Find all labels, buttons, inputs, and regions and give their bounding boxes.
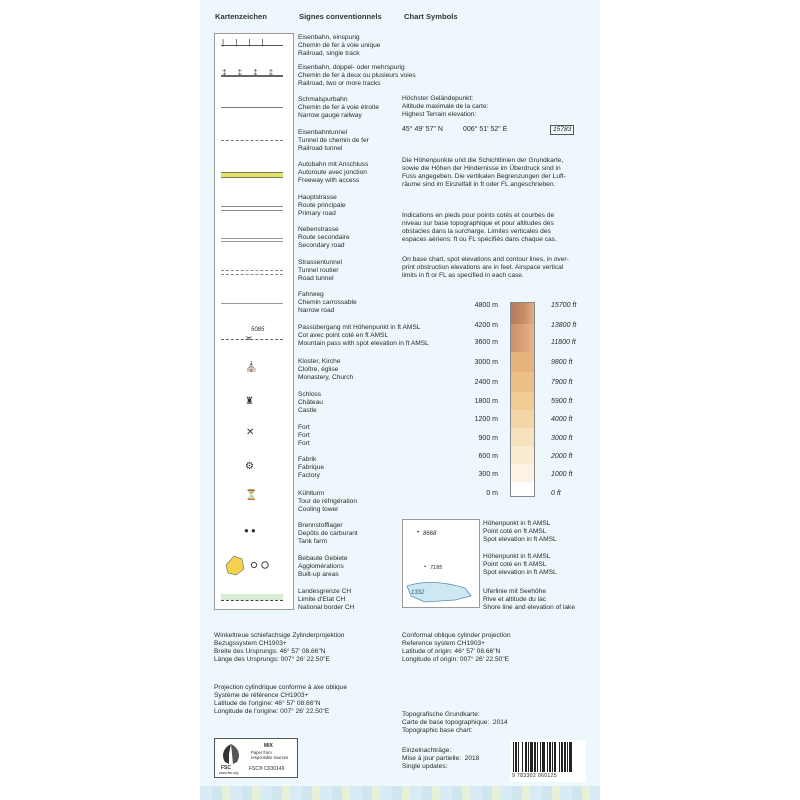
symbol-label-10-1: Cloître, église: [298, 366, 339, 373]
lake-value: 1332: [411, 590, 425, 596]
symbol-label-16-1: Agglomérations: [298, 563, 344, 570]
symbol-label-14-2: Cooling tower: [298, 506, 339, 513]
elev-feet-4: 7900 ft: [551, 379, 573, 386]
narrow-gauge-symbol: [221, 107, 283, 108]
projection-fr-2: Latitude de l'origine: 46° 57' 08.66"N: [214, 700, 321, 707]
projection-en-3: Longitude of origin: 007° 26' 22.50"E: [402, 656, 510, 663]
updates-2: Single updates:: [402, 763, 448, 770]
tank-farm-icon: ● ●: [244, 526, 256, 535]
symbol-label-17-0: Landesgrenze CH: [298, 588, 352, 595]
symbol-label-15-1: Depôts de carburant: [298, 530, 358, 537]
note-en-1: print obstruction elevations are in feet. Airspace vertical: [402, 264, 564, 271]
symbol-label-4-0: Autobahn mit Anschluss: [298, 161, 369, 168]
symbol-label-1-2: Railroad, two or more tracks: [298, 80, 381, 87]
note-fr-1: niveau sur base topographique et pour altitudes des: [402, 220, 554, 227]
symbol-label-1-1: Chemin de fer à deux ou plusieurs voies: [298, 72, 416, 79]
elev-feet-0: 15700 ft: [551, 302, 577, 309]
note-de-3: räume sind im Einzelfall in ft oder FL angeschrieben.: [402, 181, 556, 188]
topo-0: Topografische Grundkarte:: [402, 711, 480, 718]
elev-meters-9: 300 m: [478, 471, 498, 478]
spot-elev-value: 8668: [423, 531, 437, 537]
symbol-label-13-1: Fabrique: [298, 464, 325, 471]
symbol-label-14-1: Tour de réfrigération: [298, 498, 358, 505]
symbol-column: [214, 33, 294, 610]
fsc-brand: FSC: [221, 765, 231, 771]
note-fr-0: Indications en pieds pour points cotés et courbes de: [402, 212, 555, 219]
elevation-color-ramp: [510, 302, 535, 497]
barcode-bars: [510, 740, 586, 774]
symbol-label-8-0: Fahrweg: [298, 291, 324, 298]
elev-meters-7: 900 m: [478, 435, 498, 442]
note-fr-3: espaces aériens: ft ou FL spécifiés dans chaque cas.: [402, 236, 557, 243]
spot-elev-label-0: Höhenpunkt in ft AMSL: [483, 520, 551, 527]
primary-road-symbol: [221, 206, 283, 211]
spot-elev-label-2: Spot elevation in ft AMSL: [483, 536, 557, 543]
symbol-label-3-2: Railroad tunnel: [298, 145, 343, 152]
lake-label-2: Shore line and elevation of lake: [483, 604, 576, 611]
projection-en-0: Conformal oblique cylinder projection: [402, 632, 511, 639]
elev-meters-1: 4200 m: [474, 322, 498, 329]
highest-terrain-lat: 45° 49' 57" N: [402, 126, 443, 133]
symbol-label-4-1: Autoroute avec jonction: [298, 169, 367, 176]
symbol-label-8-2: Narrow road: [298, 307, 335, 314]
symbol-label-9-1: Col avec point coté en ft AMSL: [298, 332, 389, 339]
road-tunnel-symbol: [221, 270, 283, 275]
elev-feet-7: 3000 ft: [551, 435, 573, 442]
symbol-label-15-2: Tank farm: [298, 538, 327, 545]
spot-elev2-dot: •: [424, 564, 426, 570]
elev-feet-3: 9800 ft: [551, 359, 573, 366]
fsc-tree-icon: [219, 742, 243, 766]
symbol-label-1-0: Eisenbahn, doppel- oder mehrspurig: [298, 64, 405, 71]
symbol-label-6-2: Secondary road: [298, 242, 345, 249]
factory-icon: ⚙: [245, 461, 254, 472]
elev-meters-10: 0 m: [486, 490, 498, 497]
elev-feet-6: 4000 ft: [551, 416, 573, 423]
symbol-label-17-1: Limite d'Etat CH: [298, 596, 346, 603]
symbol-label-17-2: National border CH: [298, 604, 355, 611]
symbol-label-15-0: Brennstofflager: [298, 522, 343, 529]
symbol-label-5-1: Route principale: [298, 202, 346, 209]
symbol-label-14-0: Kühlturm: [298, 490, 325, 497]
note-de-1: sowie die Höhen der Hindernisse im Überdruck sind in: [402, 165, 561, 172]
symbol-label-2-0: Schmalspurbahn: [298, 96, 348, 103]
header-kartenzeichen: Kartenzeichen: [215, 12, 267, 21]
barcode-number: 9 783302 060125: [512, 773, 557, 779]
elev-feet-2: 11800 ft: [551, 339, 576, 346]
symbol-label-12-1: Fort: [298, 432, 310, 439]
elev-meters-6: 1200 m: [474, 416, 498, 423]
projection-de-3: Länge des Ursprungs: 007° 26' 22.50"E: [214, 656, 330, 663]
castle-icon: ♜: [245, 396, 254, 407]
elev-feet-5: 5900 ft: [551, 398, 573, 405]
elev-meters-8: 600 m: [478, 453, 498, 460]
note-fr-2: obstacles dans la surcharge. Limites verticales des: [402, 228, 551, 235]
spot-elev-label-1: Point coté en ft AMSL: [483, 528, 547, 535]
symbol-label-16-2: Built-up areas: [298, 571, 339, 578]
fsc-code: FSC® C030149: [249, 766, 285, 772]
symbol-label-6-1: Route secondaire: [298, 234, 350, 241]
fort-icon: ✕: [246, 427, 255, 438]
highest-terrain-de: Höchster Geländepunkt:: [402, 95, 474, 102]
symbol-label-10-0: Kloster, Kirche: [298, 358, 341, 365]
symbol-label-9-0: Passübergang mit Höhenpunkt in ft AMSL: [298, 324, 421, 331]
narrow-road-symbol: [221, 303, 283, 304]
elev-feet-9: 1000 ft: [551, 471, 573, 478]
symbol-label-0-1: Chemin de fer à voie unique: [298, 42, 381, 49]
symbol-label-7-0: Strassentunnel: [298, 259, 342, 266]
symbol-label-11-0: Schloss: [298, 391, 322, 398]
topo-2: Topographic base chart:: [402, 727, 473, 734]
symbol-label-13-2: Factory: [298, 472, 320, 479]
elev-meters-0: 4800 m: [474, 302, 498, 309]
projection-de-2: Breite des Ursprungs: 46° 57' 08.66"N: [214, 648, 326, 655]
fsc-text1: Paper from: [251, 750, 272, 755]
symbol-label-0-0: Eisenbahn, einspurig: [298, 34, 360, 41]
note-en-0: On base chart, spot elevations and contour lines, in over-: [402, 256, 569, 263]
symbol-label-12-2: Fort: [298, 440, 310, 447]
symbol-label-16-0: Bebaute Gebiete: [298, 555, 348, 562]
updates-0: Einzelnachträge:: [402, 747, 452, 754]
elev-feet-10: 0 ft: [551, 490, 561, 497]
projection-fr-3: Longitude de l'origine: 007° 26' 22.50"E: [214, 708, 330, 715]
symbol-label-5-2: Primary road: [298, 210, 336, 217]
symbol-label-10-2: Monastery, Church: [298, 374, 354, 381]
monastery-church-icon: ⛪: [245, 362, 258, 373]
symbol-label-9-2: Mountain pass with spot elevation in ft AMSL: [298, 340, 429, 347]
elev-feet-1: 13800 ft: [551, 322, 577, 329]
symbol-label-11-1: Château: [298, 399, 323, 406]
header-chart-symbols: Chart Symbols: [404, 12, 458, 21]
fsc-text2: responsible sources: [251, 755, 289, 760]
note-en-2: limits in ft or FL as specified in each case.: [402, 272, 524, 279]
projection-en-1: Reference system CH1903+: [402, 640, 486, 647]
symbol-label-7-2: Road tunnel: [298, 275, 334, 282]
symbol-label-12-0: Fort: [298, 424, 310, 431]
elev-meters-2: 3600 m: [474, 339, 498, 346]
spot-elev2-value: 7185: [430, 565, 443, 571]
updates-1: Mise à jour partielle: 2018: [402, 755, 480, 762]
symbol-label-2-2: Narrow gauge railway: [298, 112, 362, 119]
projection-de-0: Winkeltreue schiefachsige Zylinderprojektion: [214, 632, 345, 639]
symbol-label-5-0: Hauptstrasse: [298, 194, 337, 201]
freeway-symbol: [221, 172, 283, 178]
elev-meters-3: 3000 m: [474, 359, 498, 366]
topo-1: Carte de base topographique: 2014: [402, 719, 508, 726]
highest-terrain-en: Highest Terrain elevation:: [402, 111, 477, 118]
cooling-tower-icon: ⏳: [245, 490, 258, 501]
symbol-label-4-2: Freeway with access: [298, 177, 360, 184]
symbol-label-11-2: Castle: [298, 407, 317, 414]
fsc-logo: [214, 738, 298, 778]
barcode: [510, 740, 586, 782]
highest-terrain-fr: Altitude maximale de la carte:: [402, 103, 489, 110]
spot-elev2-label-2: Spot elevation in ft AMSL: [483, 569, 557, 576]
fsc-mix: MIX: [264, 743, 273, 749]
projection-fr-1: Système de référence CH1903+: [214, 692, 309, 699]
elev-feet-8: 2000 ft: [551, 453, 573, 460]
highest-terrain-value: 15783: [550, 125, 574, 135]
lake-label-0: Uferlinie mit Seehöhe: [483, 588, 547, 595]
note-de-0: Die Höhenpunkte und die Schichtlinien der Grundkarte,: [402, 157, 564, 164]
symbol-label-8-1: Chemin carrossable: [298, 299, 357, 306]
header-signes: Signes conventionnels: [299, 12, 382, 21]
secondary-road-symbol: [221, 238, 283, 242]
projection-fr-0: Projection cylindrique conforme à axe oblique: [214, 684, 348, 691]
elev-meters-5: 1800 m: [474, 398, 498, 405]
symbol-label-7-1: Tunnel routier: [298, 267, 339, 274]
lake-label-1: Rive et altitude du lac: [483, 596, 547, 603]
spot-elev2-label-0: Höhenpunkt in ft AMSL: [483, 553, 551, 560]
highest-terrain-lon: 006° 51' 52" E: [463, 126, 508, 133]
note-de-2: Fuss angegeben. Die vertikalen Begrenzungen der Luft-: [402, 173, 566, 180]
symbol-label-3-1: Tunnel de chemin de fer: [298, 137, 369, 144]
fsc-url: www.fsc.org: [219, 771, 239, 775]
railroad-tunnel-symbol: [221, 140, 283, 141]
symbol-label-2-1: Chemin de fer à voie étroite: [298, 104, 379, 111]
elev-meters-4: 2400 m: [474, 379, 498, 386]
pass-elevation: 5085: [251, 327, 265, 333]
projection-de-1: Bezugssystem CH1903+: [214, 640, 287, 647]
spot-elev2-label-1: Point coté en ft AMSL: [483, 561, 547, 568]
spot-elev-dot: •: [417, 530, 420, 536]
symbol-label-6-0: Nebenstrasse: [298, 226, 339, 233]
map-edge-strip: [200, 786, 600, 800]
symbol-label-3-0: Eisenbahntunnel: [298, 129, 348, 136]
symbol-label-13-0: Fabrik: [298, 456, 317, 463]
symbol-label-0-2: Railroad, single track: [298, 50, 360, 57]
projection-en-2: Latitude of origin: 46° 57' 08.66"N: [402, 648, 501, 655]
